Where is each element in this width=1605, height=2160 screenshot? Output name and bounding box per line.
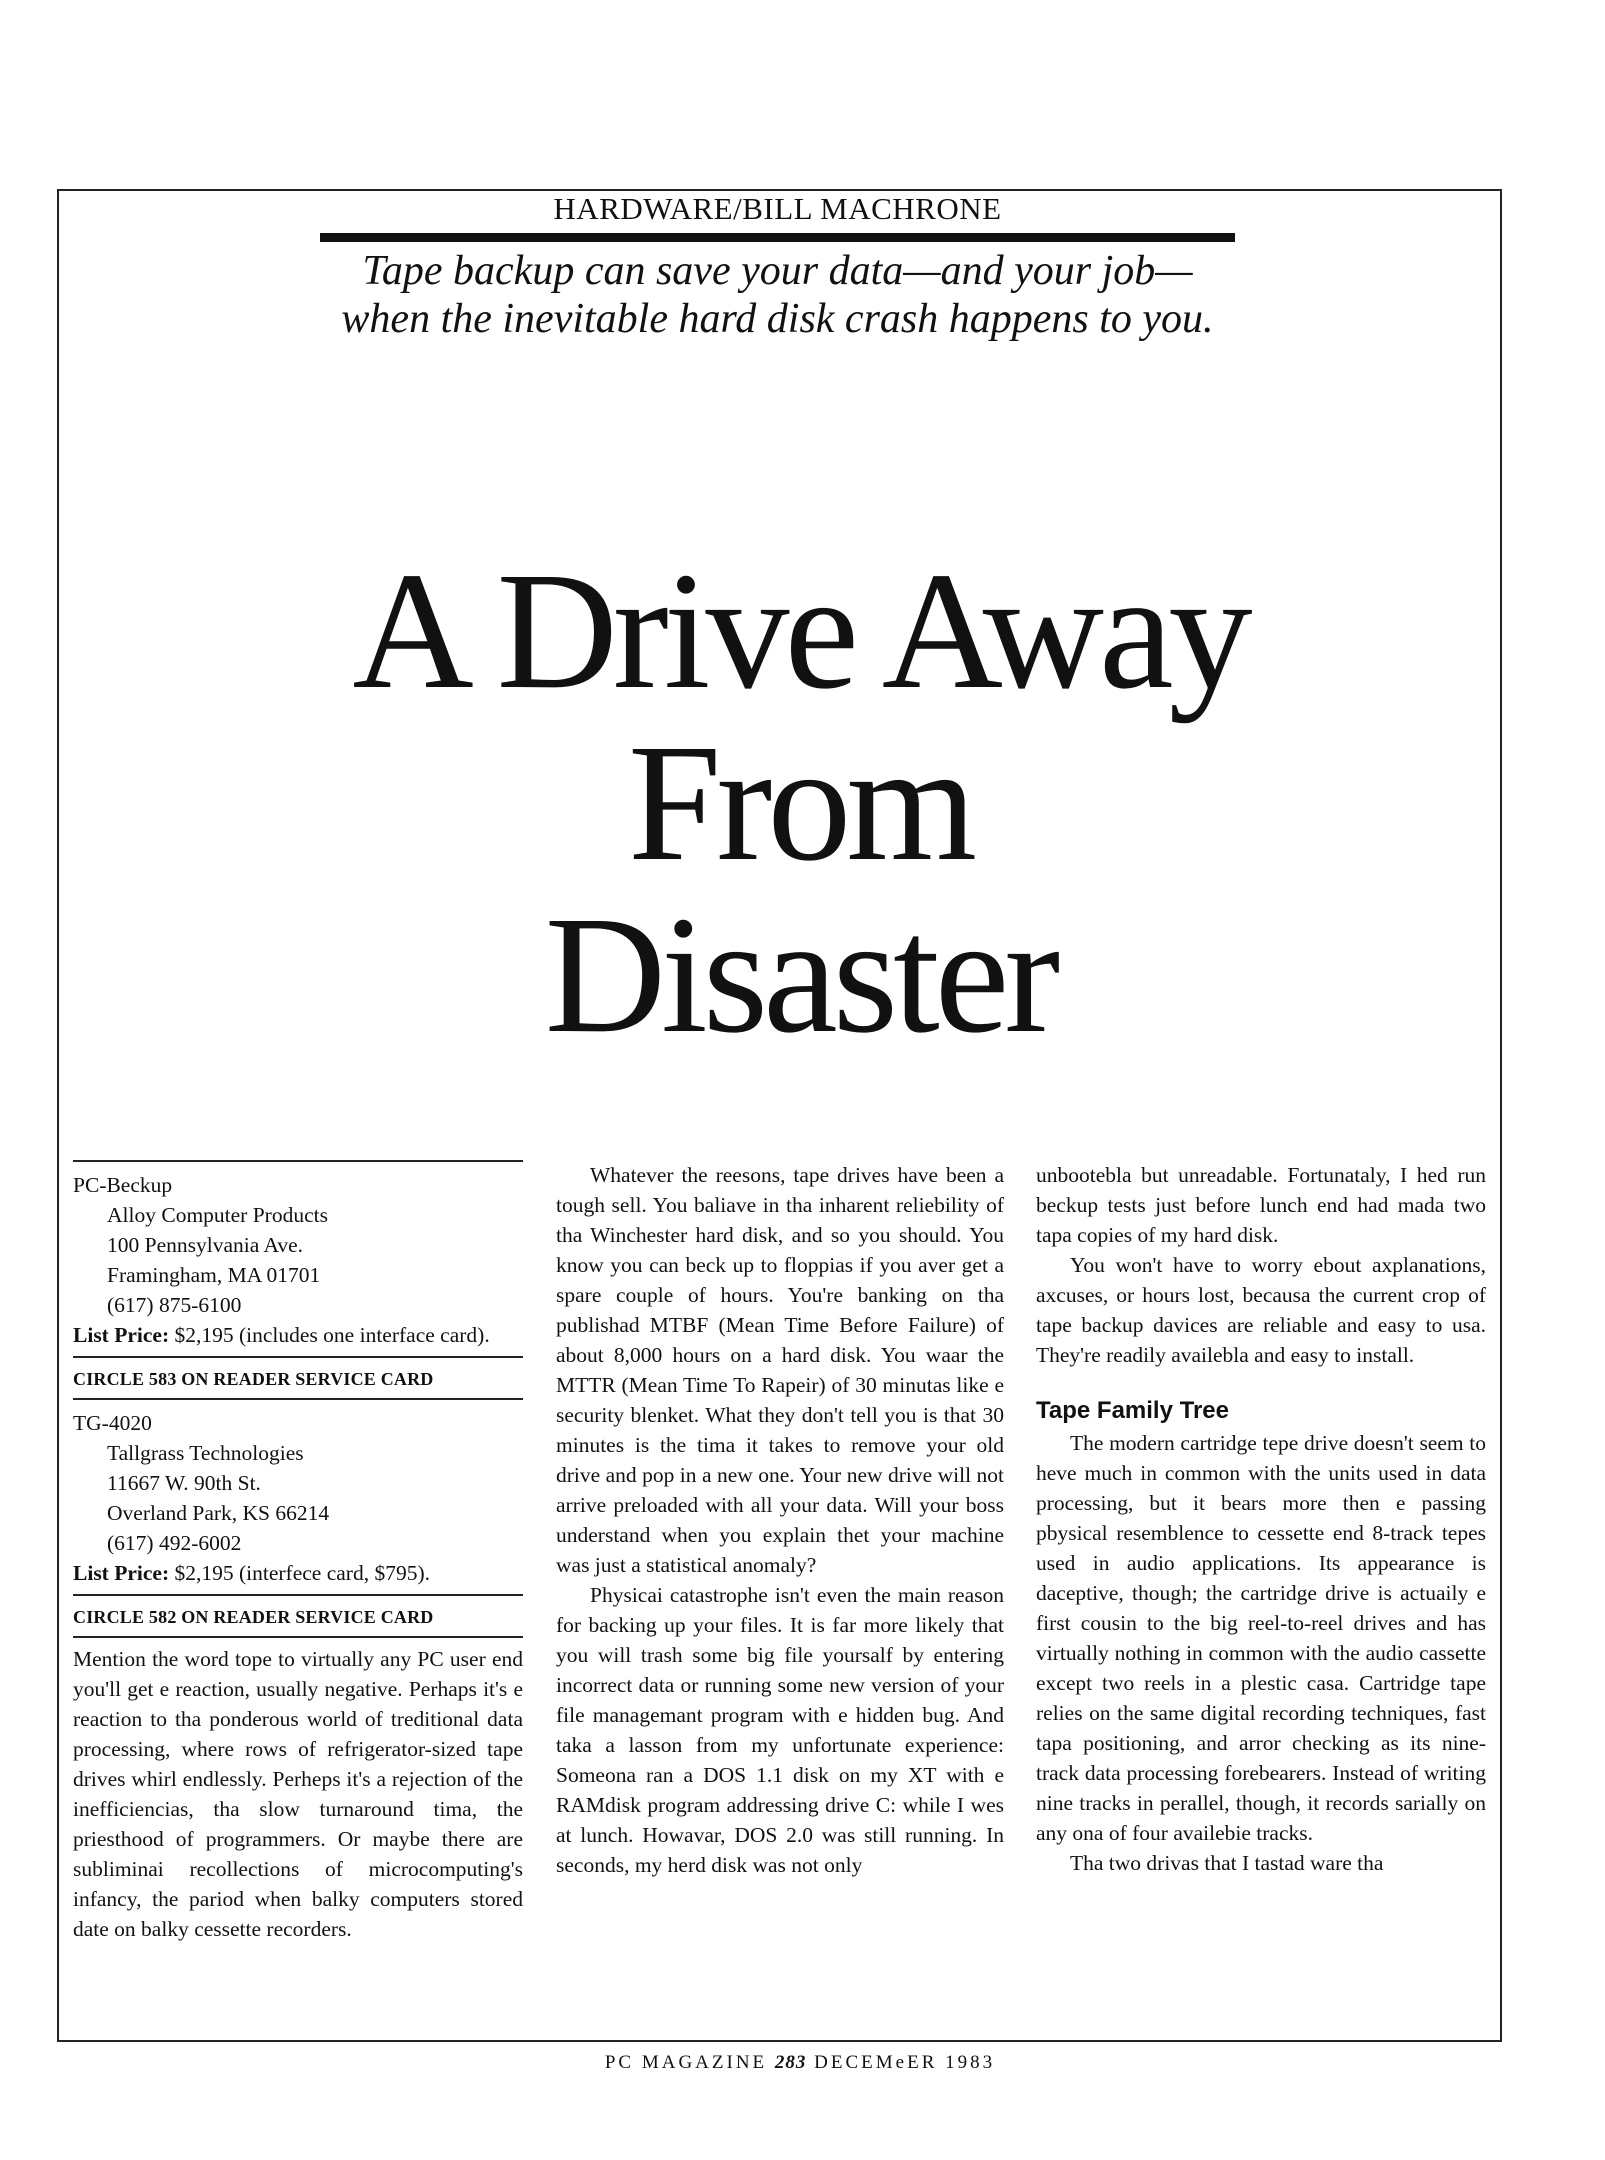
middle-column bbox=[556, 1160, 1004, 1880]
headline-line: Disaster bbox=[544, 882, 1056, 1068]
deck-line: Tape backup can save your data—and your job— bbox=[362, 248, 1193, 294]
body-paragraph: Mention the word tope to virtually any PC user end you'll get e reaction, usually negative. Perhaps it's e reaction to tha ponderous world of treditional data processing, where rows of refrigerator-sized tape drives whirl endlessly. Perheps it's a rejection of the inefficiencias, tha slow turnaround tima, the priesthood of programmers. Or maybe there are subliminai recollections of microcomputing's infancy, the pariod when balky computers stored date on balky cessette recorders. bbox=[73, 1647, 523, 1941]
list-price bbox=[73, 1320, 523, 1350]
divider bbox=[73, 1356, 523, 1358]
price-value: $2,195 (includes one interface card). bbox=[174, 1323, 490, 1347]
right-column bbox=[1036, 1160, 1486, 1878]
page-footer bbox=[400, 2052, 1200, 2074]
body-paragraph: You won't have to worry ebout axplanations, axcuses, or hours lost, becausa the current crop of tape backup davices are reliable and easy to usa. They're readily availebla and easy to install. bbox=[1036, 1253, 1486, 1367]
divider bbox=[73, 1594, 523, 1596]
article-deck bbox=[300, 247, 1255, 343]
body-paragraph: unbootebla but unreadable. Fortunataly, I hed run beckup tests just before lunch end had mada two tapa copies of my hard disk. bbox=[1036, 1163, 1486, 1247]
body-paragraph: Whatever the reesons, tape drives have been a tough sell. You baliave in tha inharent reliebility of tha Winchester hard disk, and so you should. You know you can beck up to floppias if you aver get a spare couple of hours. You're banking on tha publishad MTBF (Mean Time Before Failure) of about 8,000 hours on a hard disk. You waar the MTTR (Mean Time To Rapeir) of 30 minutas like e security blenket. What they don't tell you is that 30 minutes is the tima it takes to remove your old drive and pop in a new one. Your new drive will not arrive preloaded with all your data. Will your boss understand when you explain thet your machine was just a statistical anomaly? bbox=[556, 1163, 1004, 1577]
divider bbox=[73, 1636, 523, 1638]
left-column bbox=[73, 1160, 523, 1944]
phone-number: (617) 492-6002 bbox=[107, 1531, 242, 1555]
street-address: 100 Pennsylvania Ave. bbox=[107, 1233, 304, 1257]
divider bbox=[73, 1398, 523, 1400]
body-paragraph: Tha two drivas that I tastad ware tha bbox=[1070, 1851, 1384, 1875]
headline-line: A Drive Away bbox=[352, 538, 1248, 724]
magazine-name: PC MAGAZINE bbox=[604, 2052, 768, 2073]
phone-number: (617) 875-6100 bbox=[107, 1293, 242, 1317]
product-box bbox=[73, 1408, 523, 1588]
product-name: TG-4020 bbox=[73, 1411, 152, 1435]
issue-date: DECEMeER 1983 bbox=[814, 2052, 996, 2073]
kicker-rule bbox=[320, 233, 1235, 242]
section-subhead: Tape Family Tree bbox=[1036, 1397, 1229, 1424]
article-headline bbox=[150, 538, 1450, 1068]
reader-service-note: CIRCLE 582 ON READER SERVICE CARD bbox=[73, 1607, 434, 1627]
product-name: PC-Beckup bbox=[73, 1173, 173, 1197]
section-kicker: HARDWARE/BILL MACHRONE bbox=[553, 191, 1002, 226]
page-number: 283 bbox=[774, 2052, 807, 2073]
product-box bbox=[73, 1170, 523, 1350]
reader-service-note: CIRCLE 583 ON READER SERVICE CARD bbox=[73, 1369, 434, 1389]
price-value: $2,195 (interfece card, $795). bbox=[174, 1561, 431, 1585]
city-state: Framingham, MA 01701 bbox=[107, 1263, 321, 1287]
city-state: Overland Park, KS 66214 bbox=[107, 1501, 330, 1525]
price-label: List Price: bbox=[73, 1561, 170, 1585]
company-name: Tallgrass Technologies bbox=[107, 1441, 304, 1465]
company-name: Alloy Computer Products bbox=[107, 1203, 328, 1227]
divider bbox=[73, 1160, 523, 1162]
body-paragraph: Physicai catastrophe isn't even the main reason for backing up your files. It is far more likely that you will trash some big file yoursalf by entering incorrect data or running some new version of your file managemant program with e hidden bug. And taka a lasson from my unfortunate experience: Someona ran a DOS 1.1 disk on my XT with e RAMdisk program addressing drive C: while I wes at lunch. Howavar, DOS 2.0 was still running. In seconds, my herd disk was not only bbox=[556, 1583, 1004, 1877]
headline-line: From bbox=[627, 710, 973, 896]
street-address: 11667 W. 90th St. bbox=[107, 1471, 261, 1495]
deck-line: when the inevitable hard disk crash happens to you. bbox=[341, 296, 1214, 342]
price-label: List Price: bbox=[73, 1323, 170, 1347]
list-price bbox=[73, 1558, 523, 1588]
body-paragraph: The modern cartridge tepe drive doesn't seem to heve much in common with the units used in data processing, but it bears more then e passing pbysical resemblence to cessette end 8-track tepes used in audio applications. Its appearance is daceptive, though; the cartridge drive is actuaily e first cousin to the big reel-to-reel drives and has virtually nothing in common with the audio cassette except two reels in a plestic casa. Cartridge tape relies on the same digital recording techniques, fast tapa positioning, and arror checking as its nine-track data processing forebearers. Instead of writing nine tracks in perallel, though, it records sarially on any ona of four availebie tracks. bbox=[1036, 1431, 1486, 1845]
